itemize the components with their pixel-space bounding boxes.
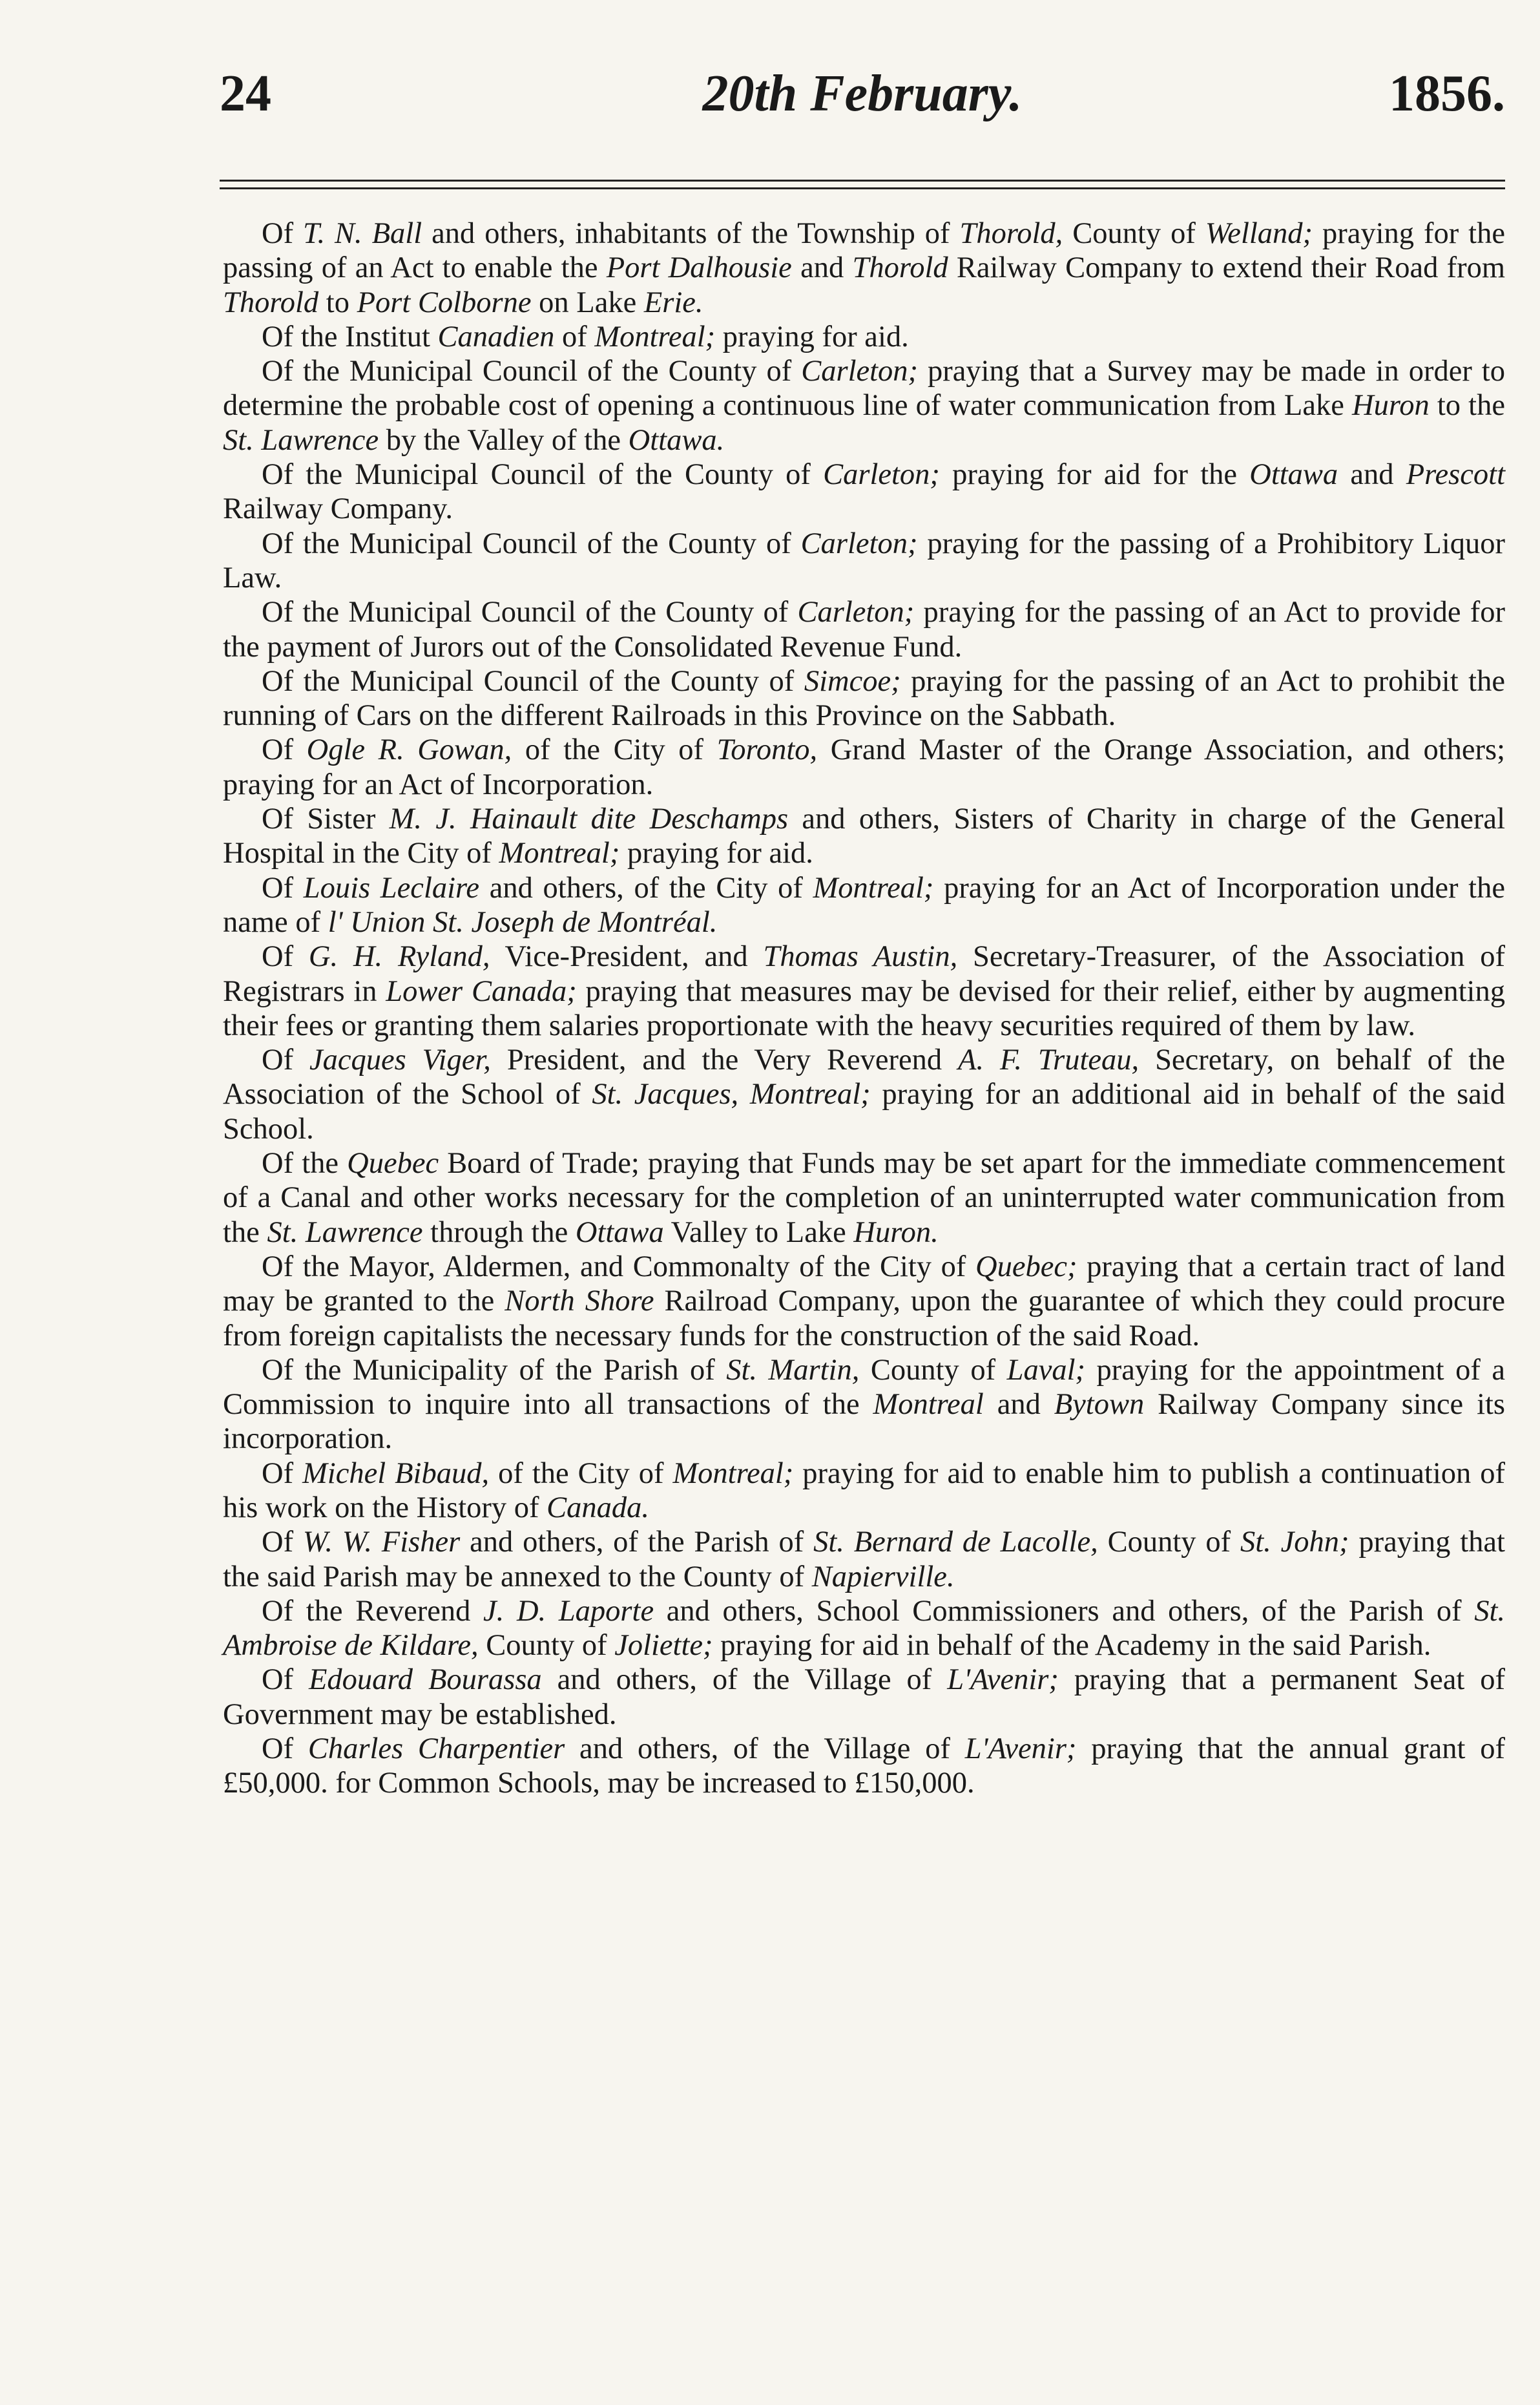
italic-name: Carleton; (823, 458, 940, 492)
italic-name: J. D. Laporte (483, 1594, 654, 1628)
italic-name: Charles Charpentier (307, 1732, 565, 1766)
italic-name: T. N. Ball (303, 217, 422, 250)
petition-entry: Of Louis Leclaire and others, of the City of Montreal; praying for an Act of Incorporation under the name of l' Union St. Joseph de Montréal. (223, 871, 1505, 939)
italic-name: St. Lawrence (267, 1215, 423, 1249)
italic-name: Montreal; (499, 837, 620, 870)
italic-name: St. Bernard de Lacolle, (813, 1526, 1098, 1559)
petition-entry: Of Charles Charpentier and others, of the Village of L'Avenir; praying that the annual grant of £50,000. for Common Schools, may be increased to £150,000. (223, 1732, 1506, 1800)
petition-entry: Of the Municipal Council of the County of Carleton; praying that a Survey may be made in order to determine the probable cost of opening a continuous line of water communication from Lake Huron to the St. Lawrence by the Valley of the Ottawa. (223, 355, 1505, 457)
italic-name: St. Ambroise de Kildare, (223, 1594, 1505, 1663)
petition-entry: Of the Reverend J. D. Laporte and others, School Commissioners and others, of the Parish of St. Ambroise de Kildare, County of Joliette; praying for aid in behalf of the Academy in the said Parish. (223, 1594, 1505, 1663)
petition-entry: Of W. W. Fisher and others, of the Parish of St. Bernard de Lacolle, County of St. John; praying that the said Parish may be annexed to the County of Napierville. (223, 1526, 1505, 1593)
italic-name: St. John; (1240, 1526, 1349, 1559)
italic-name: Carleton; (797, 596, 915, 629)
italic-name: Quebec; (975, 1250, 1077, 1283)
italic-name: l' Union St. Joseph de Montréal. (328, 905, 718, 939)
italic-name: Edouard Bourassa (309, 1663, 542, 1697)
italic-name: Port Dalhousie (606, 251, 792, 285)
italic-name: Lower Canada; (386, 974, 577, 1008)
italic-name: A. F. Truteau, (958, 1044, 1139, 1077)
italic-name: Montreal; (672, 1456, 794, 1490)
petition-list (223, 216, 1505, 1801)
italic-name: Montreal; (594, 320, 716, 353)
header-rule-top (220, 180, 1505, 182)
italic-name: Canada. (546, 1491, 650, 1524)
italic-name: Erie. (643, 286, 703, 319)
petition-entry: Of the Municipal Council of the County of Carleton; praying for the passing of an Act to provide for the payment of Jurors out of the Consolidated Revenue Fund. (223, 596, 1505, 664)
italic-name: L'Avenir; (947, 1663, 1059, 1697)
petition-entry: Of Sister M. J. Hainault dite Deschamps and others, Sisters of Charity in charge of the General Hospital in the City of Montreal; praying for aid. (223, 803, 1505, 870)
italic-name: Carleton; (800, 527, 918, 560)
italic-name: Ottawa. (628, 423, 725, 457)
petition-entry: Of the Quebec Board of Trade; praying that Funds may be set apart for the immediate commencement of a Canal and other works necessary for the completion of an uninterrupted water communication from the St. Lawrence through the Ottawa Valley to Lake Huron. (223, 1147, 1505, 1249)
page-number: 24 (220, 65, 271, 122)
italic-name: Ottawa (1249, 458, 1338, 492)
italic-name: Thorold (852, 251, 948, 285)
italic-name: Laval; (1006, 1353, 1085, 1387)
italic-name: St. Lawrence (223, 423, 379, 457)
petition-entry: Of the Municipal Council of the County of Carleton; praying for the passing of a Prohibitory Liquor Law. (223, 527, 1505, 594)
italic-name: Montreal; (813, 871, 934, 905)
petition-entry: Of G. H. Ryland, Vice-President, and Thomas Austin, Secretary-Treasurer, of the Association of Registrars in Lower Canada; praying that measures may be devised for their relief, either by augmenting their fees or granting them salaries proportionate with the heavy securities required of them by law. (223, 940, 1505, 1042)
italic-name: Montreal (873, 1388, 984, 1422)
italic-name: Carleton; (801, 355, 919, 388)
page-year: 1856. (1389, 65, 1505, 122)
italic-name: Michel Bibaud, (302, 1456, 490, 1490)
italic-name: St. Martin, (726, 1353, 860, 1387)
italic-name: Welland; (1205, 217, 1313, 250)
italic-name: Ottawa (575, 1215, 664, 1249)
header-rule-bottom (220, 187, 1505, 189)
page-date: 20th February. (702, 65, 1023, 122)
petition-entry: Of the Municipality of the Parish of St. Martin, County of Laval; praying for the appointment of a Commission to inquire into all transactions of the Montreal and Bytown Railway Company since its incorporation. (223, 1353, 1506, 1456)
italic-name: Thorold (223, 286, 319, 319)
italic-name: Prescott (1406, 458, 1505, 492)
italic-name: W. W. Fisher (302, 1526, 461, 1559)
italic-name: North Shore (505, 1285, 654, 1318)
petition-entry: Of Edouard Bourassa and others, of the Village of L'Avenir; praying that a permanent Seat of Government may be established. (223, 1663, 1505, 1731)
petition-entry: Of Jacques Viger, President, and the Very Reverend A. F. Truteau, Secretary, on behalf of the Association of the School of St. Jacques, Montreal; praying for an additional aid in behalf of the said School. (223, 1044, 1506, 1146)
italic-name: Canadien (437, 320, 555, 353)
italic-name: Port Colborne (357, 286, 532, 319)
petition-entry: Of T. N. Ball and others, inhabitants of the Township of Thorold, County of Welland; praying for the passing of an Act to enable the Port Dalhousie and Thorold Railway Company to extend their Road from Thorold to Port Colborne on Lake Erie. (223, 217, 1506, 319)
italic-name: Ogle R. Gowan, (306, 733, 512, 767)
italic-name: Thomas Austin, (763, 940, 958, 974)
italic-name: Simcoe; (804, 664, 901, 698)
italic-name: M. J. Hainault dite Deschamps (389, 803, 789, 836)
petition-entry: Of the Municipal Council of the County of Simcoe; praying for the passing of an Act to prohibit the running of Cars on the different Railroads in this Province on the Sabbath. (223, 664, 1505, 733)
italic-name: Napierville. (811, 1560, 955, 1593)
petition-entry: Of the Municipal Council of the County of Carleton; praying for aid for the Ottawa and Prescott Railway Company. (223, 458, 1505, 526)
italic-name: Joliette; (614, 1629, 713, 1663)
italic-name: Toronto, (716, 733, 818, 767)
italic-name: Thorold, (959, 217, 1063, 250)
petition-entry: Of Michel Bibaud, of the City of Montreal; praying for aid to enable him to publish a continuation of his work on the History of Canada. (223, 1456, 1505, 1524)
italic-name: Huron (1352, 389, 1430, 423)
italic-name: G. H. Ryland, (308, 940, 490, 974)
italic-name: Quebec (347, 1147, 439, 1181)
italic-name: L'Avenir; (964, 1732, 1077, 1766)
italic-name: St. Jacques, Montreal; (592, 1078, 871, 1111)
petition-entry: Of the Mayor, Aldermen, and Commonalty of the City of Quebec; praying that a certain tract of land may be granted to the North Shore Railroad Company, upon the guarantee of which they could procure from foreign capitalists the necessary funds for the construction of the said Road. (223, 1250, 1506, 1352)
italic-name: Huron. (853, 1215, 939, 1249)
italic-name: Bytown (1054, 1388, 1145, 1422)
italic-name: Jacques Viger, (309, 1044, 491, 1077)
italic-name: Louis Leclaire (303, 871, 480, 905)
page-header (220, 65, 1505, 136)
petition-entry: Of the Institut Canadien of Montreal; praying for aid. (262, 320, 909, 353)
petition-entry: Of Ogle R. Gowan, of the City of Toronto, Grand Master of the Orange Association, and others; praying for an Act of Incorporation. (223, 733, 1505, 801)
